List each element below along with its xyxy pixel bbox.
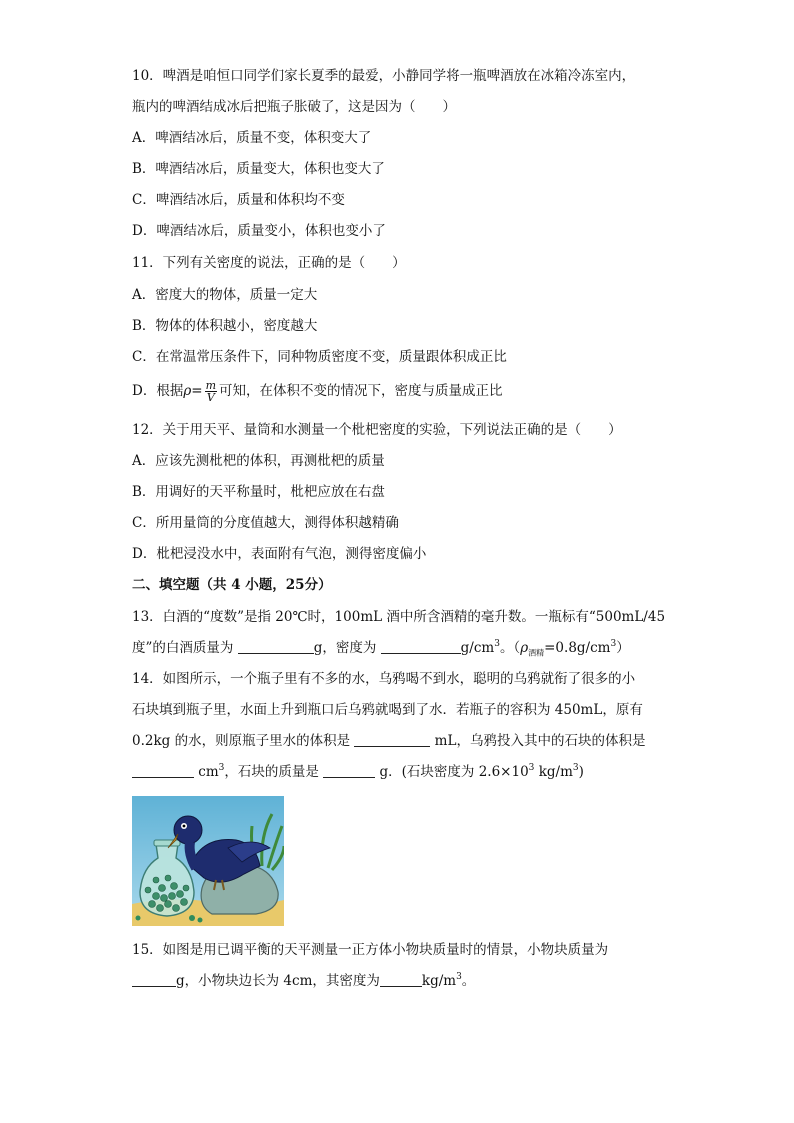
q14-unit-cm: cm (198, 764, 219, 780)
q15-answer-blank-density[interactable] (380, 972, 422, 987)
q14-stem-line3 (132, 732, 645, 750)
bottle-rim (154, 840, 180, 846)
q13-text-f: ） (616, 640, 630, 656)
q10-option-a: A．啤酒结冰后，质量不变，体积变大了 (132, 130, 372, 146)
q15-stem-line2 (132, 972, 475, 990)
fraction-denominator: V (206, 391, 215, 404)
q14-text-c: g．(石块密度为 2.6×10 (379, 764, 529, 780)
q12-stem: 12．关于用天平、量筒和水测量一个枇杷密度的实验，下列说法正确的是（ ） (132, 422, 622, 438)
q14-exp-sup: 3 (528, 763, 535, 773)
q10-stem-line1: 10．啤酒是咱恒口同学们家长夏季的最爱，小静同学将一瓶啤酒放在冰箱冷冻室内， (132, 68, 636, 84)
q13-unit-sup-2: 3 (610, 639, 617, 649)
q15-text-a: g，小物块边长为 4cm，其密度为 (176, 973, 380, 989)
q13-text-e: =0.8g/cm (544, 640, 611, 656)
q13-stem-line1: 13．白酒的“度数”是指 20℃时，100mL 酒中所含酒精的毫升数。一瓶标有“500mL/45 (132, 609, 666, 625)
q15-answer-blank-mass[interactable] (132, 972, 176, 987)
q10-option-b: B．啤酒结冰后，质量变大，体积也变大了 (132, 161, 385, 177)
q14-answer-blank-water-volume[interactable] (354, 732, 430, 747)
q10-option-d: D．啤酒结冰后，质量变小，体积也变小了 (132, 223, 386, 239)
q11-option-b: B．物体的体积越小，密度越大 (132, 318, 318, 334)
q10-option-c: C．啤酒结冰后，质量和体积均不变 (132, 192, 345, 208)
q15-stem-line1: 15．如图是用已调平衡的天平测量一正方体小物块质量时的情景，小物块质量为 (132, 942, 609, 958)
q13-stem-line2 (132, 639, 630, 657)
q14-stem-line4 (132, 763, 584, 781)
q13-text-a: 度”的白酒质量为 (132, 640, 238, 656)
q14-text-a: 0.2kg 的水，则原瓶子里水的体积是 (132, 733, 355, 749)
q14-text-e: ) (578, 764, 584, 780)
q13-rho: ρ (520, 640, 529, 656)
density-fraction (205, 380, 217, 403)
q15-unit-kgm: kg/m (421, 973, 457, 989)
q12-option-d: D．枇杷浸没水中，表面附有气泡，测得密度偏小 (132, 546, 427, 562)
q14-text-b: mL，乌鸦投入其中的石块的体积是 (434, 733, 646, 749)
q11-option-a: A．密度大的物体，质量一定大 (132, 287, 318, 303)
q14-text-d: kg/m (534, 764, 573, 780)
q13-text-b: g，密度为 (313, 640, 381, 656)
q13-answer-blank-mass[interactable] (238, 639, 314, 654)
q15-text-c: 。 (461, 973, 476, 989)
q13-unit-sup: 3 (494, 639, 500, 649)
q14-answer-blank-stone-volume[interactable] (132, 763, 194, 778)
q12-option-c: C．所用量筒的分度值越大，测得体积越精确 (132, 515, 399, 531)
q10-stem-line2: 瓶内的啤酒结成冰后把瓶子胀破了，这是因为（ ） (132, 99, 456, 115)
q11-option-d (132, 378, 503, 404)
q11-stem: 11．下列有关密度的说法，正确的是（ ） (132, 255, 406, 271)
q12-option-b: B．用调好的天平称量时，枇杷应放在右盘 (132, 484, 385, 500)
q13-text-d: 。（ (499, 640, 521, 656)
density-formula-rho: ρ= (183, 383, 203, 399)
q11-option-d-suffix: 可知，在体积不变的情况下，密度与质量成正比 (219, 383, 503, 399)
q13-unit-gcm: g/cm (460, 640, 495, 656)
q14-stem-line2: 石块填到瓶子里，水面上升到瓶口后乌鸦就喝到了水．若瓶子的容积为 450mL，原有 (132, 702, 643, 718)
q12-option-a: A．应该先测枇杷的体积，再测枇杷的质量 (132, 453, 385, 469)
fraction-numerator: m (205, 379, 217, 392)
crow-and-bottle-illustration (132, 796, 284, 926)
q15-unit-sup: 3 (456, 972, 462, 982)
q13-answer-blank-density[interactable] (381, 639, 461, 654)
q14-answer-blank-stone-mass[interactable] (323, 763, 375, 778)
q14-unit-sup: 3 (218, 763, 225, 773)
q11-option-d-prefix: D．根据 (132, 383, 184, 399)
q11-option-c: C．在常温常压条件下，同种物质密度不变，质量跟体积成正比 (132, 349, 507, 365)
q13-rho-subscript: 酒精 (528, 648, 545, 658)
q14-stem-line1: 14．如图所示，一个瓶子里有不多的水，乌鸦喝不到水，聪明的乌鸦就衔了很多的小 (132, 671, 636, 687)
section-title-fill-in: 二、填空题（共 4 小题，25分） (132, 577, 332, 593)
q14-unit-sup-2: 3 (572, 763, 579, 773)
q14-text-b2: ，石块的质量是 (224, 764, 324, 780)
